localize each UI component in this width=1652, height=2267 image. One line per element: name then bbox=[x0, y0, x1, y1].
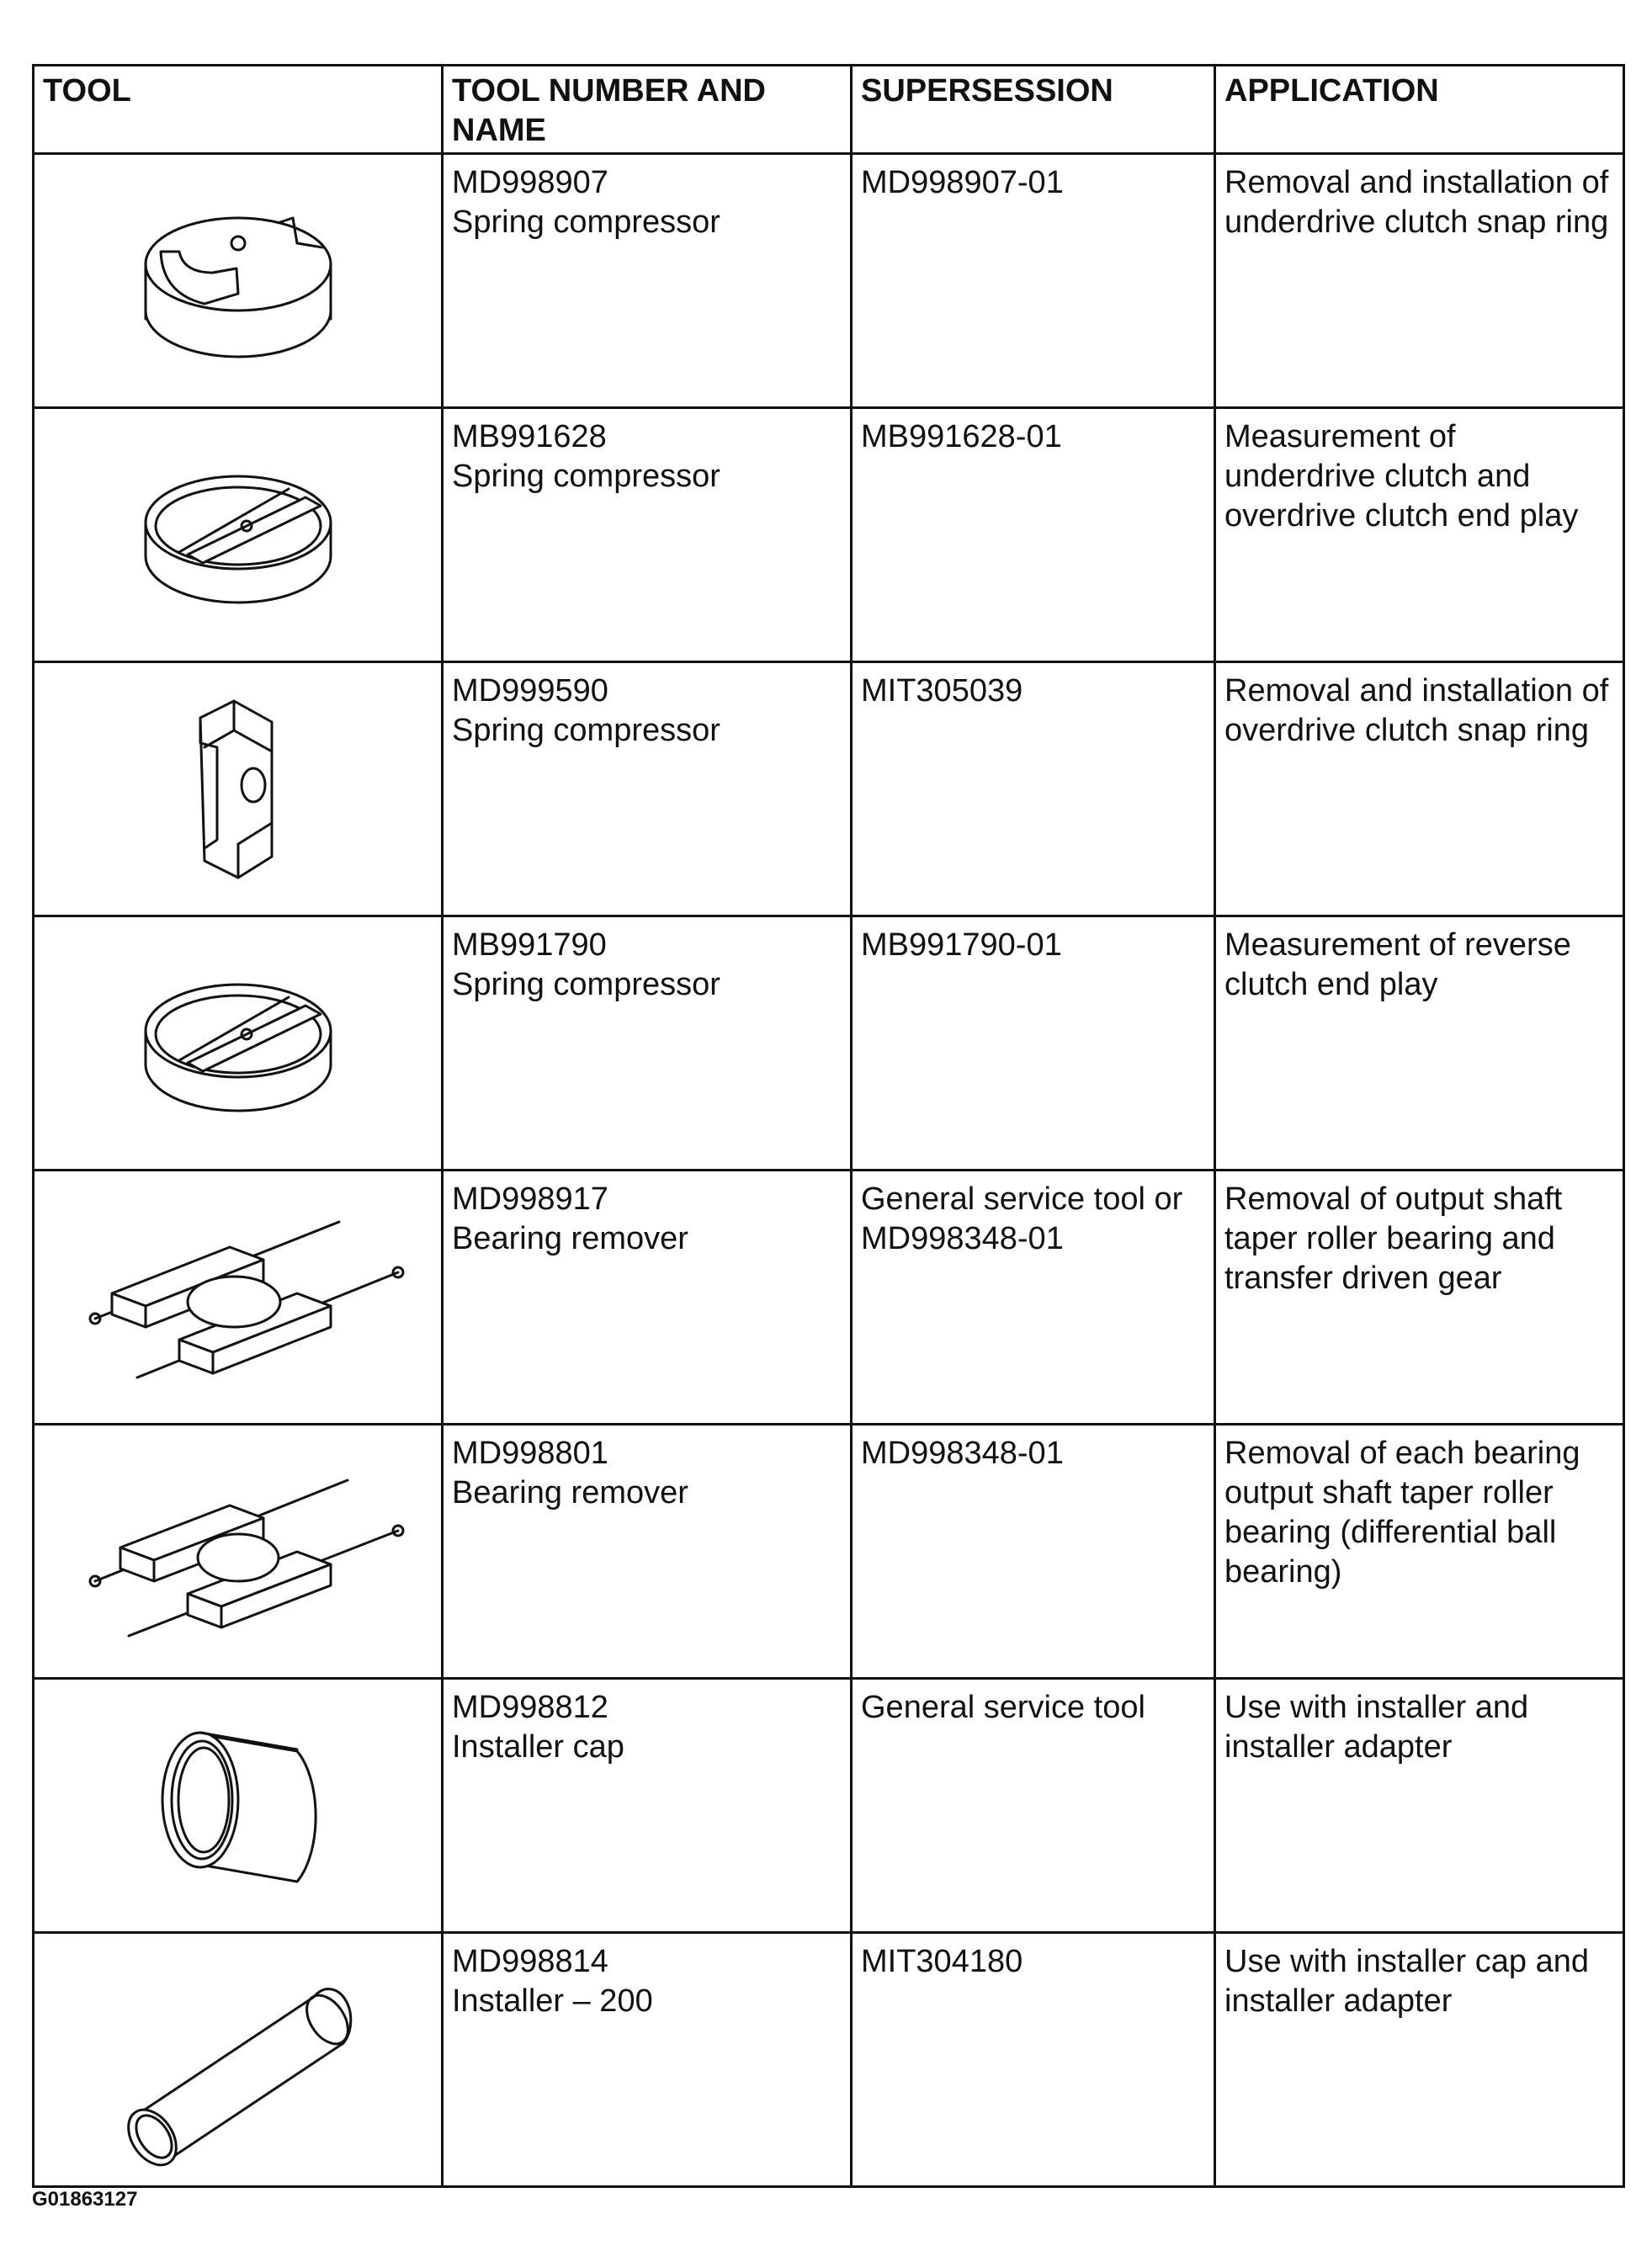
supersession: MIT305039 bbox=[852, 662, 1215, 916]
tool-name: Bearing remover bbox=[452, 1221, 688, 1256]
tool-number: MD998814 bbox=[452, 1944, 608, 1979]
table-row bbox=[34, 154, 1624, 408]
header-tool: TOOL bbox=[34, 66, 443, 154]
bearing-remover-icon bbox=[61, 1447, 415, 1657]
spring-compressor-notched-icon bbox=[112, 184, 364, 378]
tool-name: Spring compressor bbox=[452, 204, 720, 240]
tool-number: MB991628 bbox=[452, 419, 607, 454]
table-row bbox=[34, 662, 1624, 916]
tool-name: Spring compressor bbox=[452, 713, 720, 748]
tool-name: Installer – 200 bbox=[452, 1983, 653, 2019]
special-tools-sheet bbox=[32, 64, 1623, 2188]
tool-number: MD999590 bbox=[452, 673, 608, 709]
table-header-row bbox=[34, 66, 1624, 154]
supersession: General service tool or MD998348-01 bbox=[852, 1171, 1215, 1425]
application: Removal and installation of underdrive clutch snap ring bbox=[1215, 154, 1624, 408]
tool-image-cell bbox=[34, 408, 443, 662]
installer-cap-icon bbox=[120, 1701, 356, 1911]
installer-tube-icon bbox=[87, 1951, 390, 2169]
tool-image-cell bbox=[34, 1171, 443, 1425]
tool-image-cell bbox=[34, 1933, 443, 2187]
tool-name: Installer cap bbox=[452, 1729, 624, 1765]
special-tools-table bbox=[32, 64, 1625, 2188]
table-row bbox=[34, 408, 1624, 662]
tool-image-cell bbox=[34, 662, 443, 916]
tool-number: MD998801 bbox=[452, 1436, 608, 1471]
tool-image-cell bbox=[34, 154, 443, 408]
tool-image-cell bbox=[34, 1679, 443, 1933]
tool-number: MB991790 bbox=[452, 927, 607, 963]
application: Use with installer cap and installer adapter bbox=[1215, 1933, 1624, 2187]
table-row bbox=[34, 1171, 1624, 1425]
header-supersession: SUPERSESSION bbox=[852, 66, 1215, 154]
header-application: APPLICATION bbox=[1215, 66, 1624, 154]
supersession: General service tool bbox=[852, 1679, 1215, 1933]
application: Use with installer and installer adapter bbox=[1215, 1679, 1624, 1933]
spring-compressor-ring-icon bbox=[112, 438, 364, 632]
tool-number: MD998812 bbox=[452, 1690, 608, 1725]
bearing-remover-icon bbox=[61, 1192, 415, 1403]
tool-name: Spring compressor bbox=[452, 967, 720, 1002]
tool-name: Spring compressor bbox=[452, 459, 720, 494]
supersession: MD998907-01 bbox=[852, 154, 1215, 408]
tool-image-cell bbox=[34, 1425, 443, 1679]
table-row bbox=[34, 1679, 1624, 1933]
tool-name: Bearing remover bbox=[452, 1475, 688, 1510]
table-row bbox=[34, 1933, 1624, 2187]
supersession: MIT304180 bbox=[852, 1933, 1215, 2187]
spring-compressor-bracket-icon bbox=[154, 680, 322, 899]
application: Measurement of underdrive clutch and overdrive clutch end play bbox=[1215, 408, 1624, 662]
supersession: MD998348-01 bbox=[852, 1425, 1215, 1679]
application: Removal of output shaft taper roller bearing and transfer driven gear bbox=[1215, 1171, 1624, 1425]
tool-number: MD998907 bbox=[452, 165, 608, 200]
spring-compressor-ring-icon bbox=[112, 947, 364, 1140]
application: Measurement of reverse clutch end play bbox=[1215, 916, 1624, 1171]
supersession: MB991790-01 bbox=[852, 916, 1215, 1171]
tool-number: MD998917 bbox=[452, 1181, 608, 1217]
table-row bbox=[34, 1425, 1624, 1679]
header-tool-number-and-name: TOOL NUMBER AND NAME bbox=[443, 66, 852, 154]
application: Removal of each bearing output shaft taper roller bearing (differential ball bearing) bbox=[1215, 1425, 1624, 1679]
application: Removal and installation of overdrive clutch snap ring bbox=[1215, 662, 1624, 916]
figure-id: G01863127 bbox=[32, 2188, 138, 2211]
table-row bbox=[34, 916, 1624, 1171]
tool-image-cell bbox=[34, 916, 443, 1171]
supersession: MB991628-01 bbox=[852, 408, 1215, 662]
